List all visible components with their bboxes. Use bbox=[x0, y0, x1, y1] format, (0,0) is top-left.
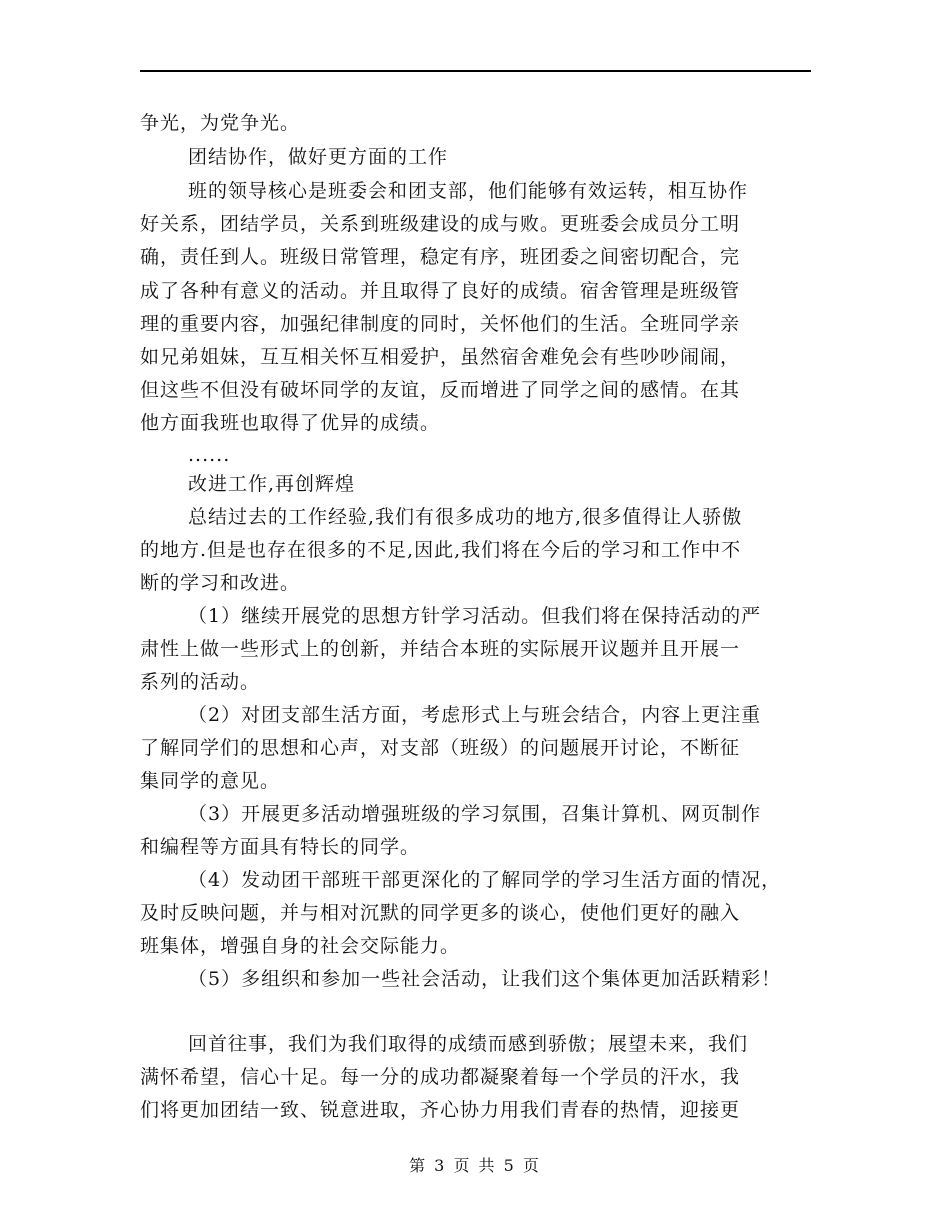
text-line: 们将更加团结一致、锐意进取，齐心协力用我们青春的热情，迎接更 bbox=[140, 1099, 741, 1121]
text-line: 他方面我班也取得了优异的成绩。 bbox=[140, 412, 441, 434]
ellipsis-line: ...... bbox=[188, 444, 231, 466]
text-line: 集同学的意见。 bbox=[140, 770, 281, 792]
text-line: 争光，为党争光。 bbox=[140, 112, 301, 134]
text-line: 的地方.但是也存在很多的不足,因此,我们将在今后的学习和工作中不 bbox=[140, 539, 742, 561]
page-footer: 第 3 页 共 5 页 bbox=[409, 1156, 541, 1175]
text-line: 和编程等方面具有特长的同学。 bbox=[140, 836, 421, 858]
list-item: （2）对团支部生活方面，考虑形式上与班会结合，内容上更注重 bbox=[188, 704, 762, 726]
text-line: 回首往事，我们为我们取得的成绩而感到骄傲；展望未来，我们 bbox=[188, 1033, 749, 1055]
text-line: 确，责任到人。班级日常管理，稳定有序，班团委之间密切配合，完 bbox=[140, 246, 741, 268]
text-line: 了解同学们的思想和心声，对支部（班级）的问题展开讨论，不断征 bbox=[140, 737, 741, 759]
list-item: （4）发动团干部班干部更深化的了解同学的学习生活方面的情况， bbox=[188, 869, 782, 891]
section-heading: 团结协作，做好更方面的工作 bbox=[188, 146, 449, 168]
header-rule bbox=[140, 70, 811, 72]
text-line: 肃性上做一些形式上的创新，并结合本班的实际展开议题并且开展一 bbox=[140, 638, 741, 660]
text-line: 及时反映问题，并与相对沉默的同学更多的谈心，使他们更好的融入 bbox=[140, 902, 741, 924]
text-line: 总结过去的工作经验,我们有很多成功的地方,很多值得让人骄傲 bbox=[188, 506, 743, 528]
section-heading: 改进工作,再创辉煌 bbox=[188, 473, 356, 495]
text-line: 班集体，增强自身的社会交际能力。 bbox=[140, 935, 461, 957]
text-line: 满怀希望，信心十足。每一分的成功都凝聚着每一个学员的汗水，我 bbox=[140, 1066, 741, 1088]
text-line: 断的学习和改进。 bbox=[140, 572, 301, 594]
text-line: 成了各种有意义的活动。并且取得了良好的成绩。宿舍管理是班级管 bbox=[140, 280, 741, 302]
text-line: 好关系，团结学员，关系到班级建设的成与败。更班委会成员分工明 bbox=[140, 213, 741, 235]
text-line: 班的领导核心是班委会和团支部，他们能够有效运转，相互协作 bbox=[188, 180, 749, 202]
list-item: （1）继续开展党的思想方针学习活动。但我们将在保持活动的严 bbox=[188, 605, 762, 627]
text-line: 系列的活动。 bbox=[140, 671, 261, 693]
list-item: （3）开展更多活动增强班级的学习氛围，召集计算机、网页制作 bbox=[188, 803, 762, 825]
text-line: 如兄弟姐妹，互互相关怀互相爱护，虽然宿舍难免会有些吵吵闹闹， bbox=[140, 346, 741, 368]
list-item: （5）多组织和参加一些社会活动，让我们这个集体更加活跃精彩！ bbox=[188, 968, 782, 990]
text-line: 理的重要内容，加强纪律制度的同时，关怀他们的生活。全班同学亲 bbox=[140, 313, 741, 335]
text-line: 但这些不但没有破坏同学的友谊，反而增进了同学之间的感情。在其 bbox=[140, 379, 741, 401]
